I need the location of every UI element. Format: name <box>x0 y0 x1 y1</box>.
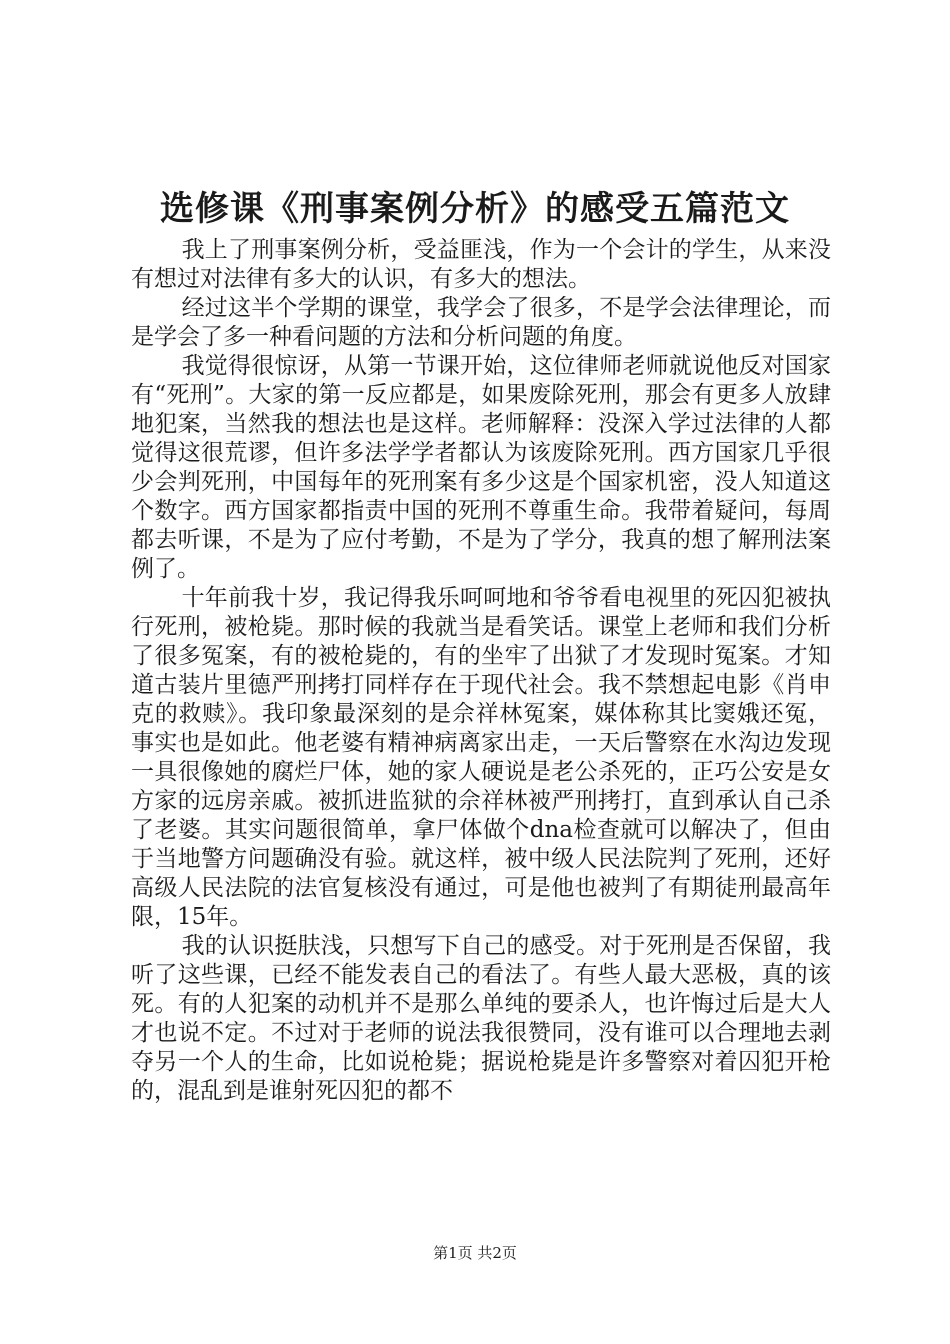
page-number-footer: 第1页 共2页 <box>433 1244 517 1262</box>
paragraph: 十年前我十岁，我记得我乐呵呵地和爷爷看电视里的死囚犯被执行死刑，被枪毙。那时候的我就当是看笑话。课堂上老师和我们分析了很多冤案，有的被枪毙的，有的坐牢了出狱了才发现时冤案。才知道古装片里德严刑拷打同样存在于现代社会。我不禁想起电影《肖申克的救赎》。我印象最深刻的是佘祥林冤案，媒体称其比窦娥还冤，事实也是如此。他老婆有精神病离家出走，一天后警察在水沟边发现一具很像她的腐烂尸体，她的家人硬说是老公杀死的，正巧公安是女方家的远房亲戚。被抓进监狱的佘祥林被严刑拷打，直到承认自己杀了老婆。其实问题很简单，拿尸体做个dna检查就可以解决了，但由于当地警方问题确没有验。就这样，被中级人民法院判了死刑，还好高级人民法院的法官复核没有通过，可是他也被判了有期徒刑最高年限，15年。 <box>131 585 831 930</box>
paragraph: 经过这半个学期的课堂，我学会了很多，不是学会法律理论，而是学会了多一种看问题的方法和分析问题的角度。 <box>131 295 831 350</box>
paragraph: 我觉得很惊讶，从第一节课开始，这位律师老师就说他反对国家有“死刑”。大家的第一反应都是，如果废除死刑，那会有更多人放肆地犯案，当然我的想法也是这样。老师解释：没深入学过法律的人都觉得这很荒谬，但许多法学学者都认为该废除死刑。西方国家几乎很少会判死刑，中国每年的死刑案有多少这是个国家机密，没人知道这个数字。西方国家都指责中国的死刑不尊重生命。我带着疑问，每周都去听课，不是为了应付考勤，不是为了学分，我真的想了解刑法案例了。 <box>131 353 831 582</box>
document-body <box>131 236 831 1106</box>
paragraph: 我上了刑事案例分析，受益匪浅，作为一个会计的学生，从来没有想过对法律有多大的认识，有多大的想法。 <box>131 237 831 292</box>
paragraph: 我的认识挺肤浅，只想写下自己的感受。对于死刑是否保留，我听了这些课，已经不能发表自己的看法了。有些人最大恶极，真的该死。有的人犯案的动机并不是那么单纯的要杀人，也许悔过后是大人才也说不定。不过对于老师的说法我很赞同，没有谁可以合理地去剥夺另一个人的生命，比如说枪毙；据说枪毙是许多警察对着囚犯开枪的，混乱到是谁射死囚犯的都不 <box>131 933 831 1104</box>
document-title: 选修课《刑事案例分析》的感受五篇范文 <box>160 189 790 229</box>
